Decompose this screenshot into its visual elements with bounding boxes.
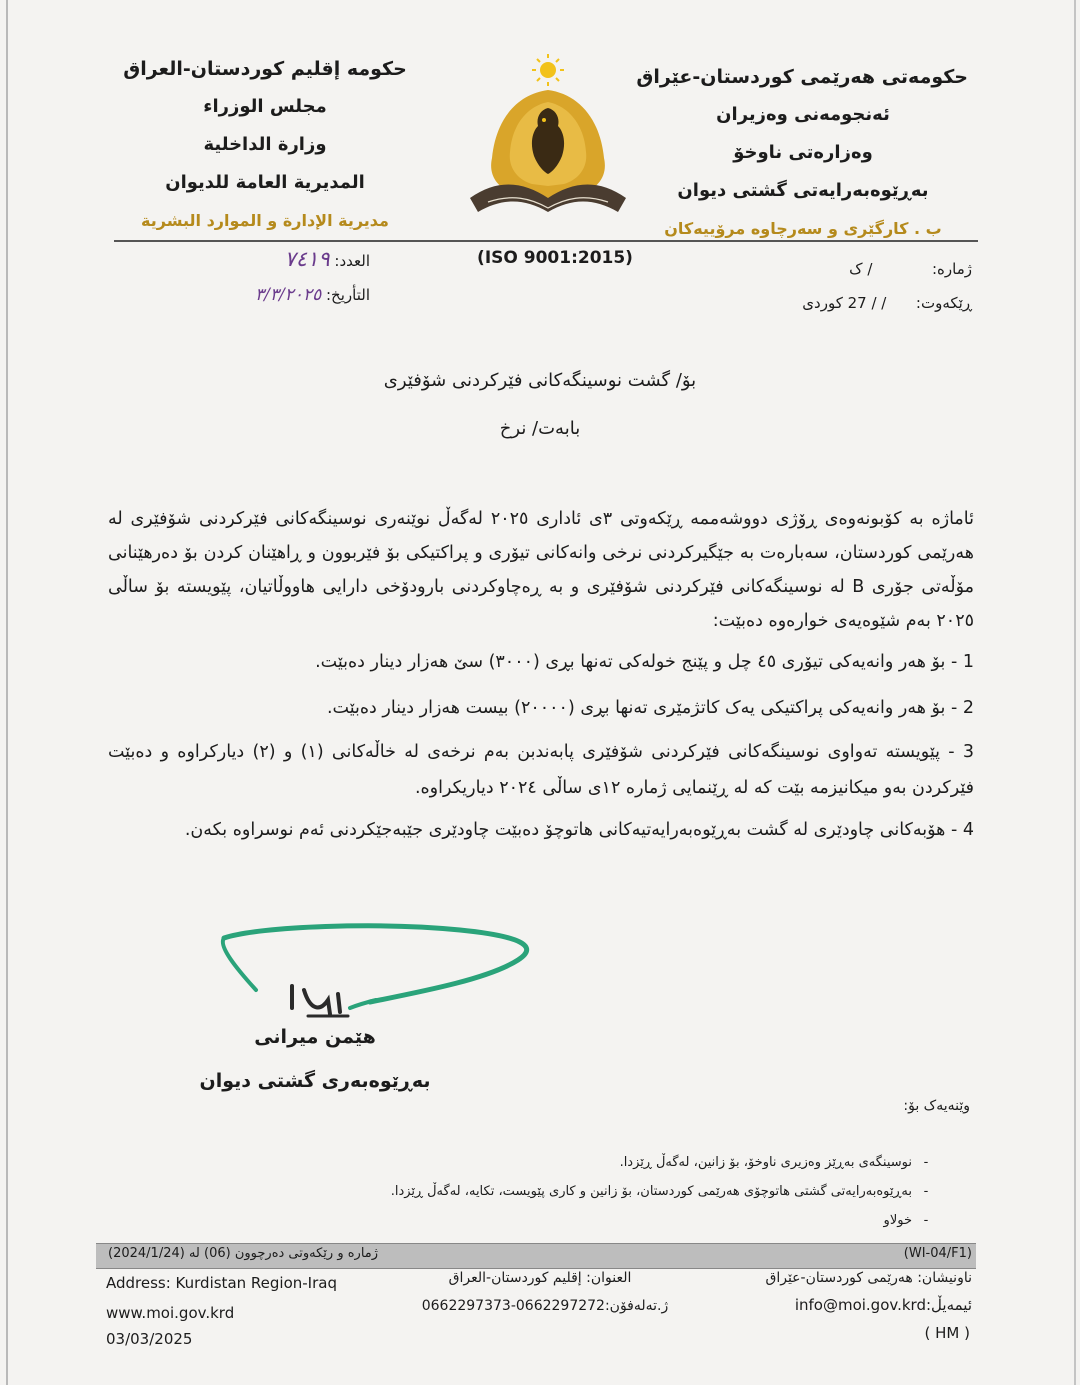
kurdish-department: ب . کارگێری و سەرچاوە مرۆییەکان bbox=[664, 219, 942, 238]
arabic-reference-block bbox=[170, 242, 370, 312]
kurdish-date-value: / / 27 کوردی bbox=[802, 294, 887, 312]
arabic-directorate: المديرية العامة للديوان bbox=[165, 172, 365, 193]
footer-email: ئیمەیڵ:info@moi.gov.krd bbox=[794, 1296, 972, 1314]
kurdish-letterhead bbox=[638, 58, 968, 248]
page-edge-right bbox=[1074, 0, 1076, 1385]
letter-subject: بابەت/ نرخ bbox=[499, 418, 581, 439]
arabic-council: مجلس الوزراء bbox=[203, 96, 327, 117]
letter-body: ئاماژە بە کۆبونەوەی ڕۆژی دووشەممە ڕێکەوتی ٣ی ئاداری ٢٠٢٥ لەگەڵ نوێنەری نوسینگەکانی فێرکردنی شۆفێری لە هەرێمی کوردستان، سەبارەت بە جێگیرکردنی نرخی وانەکانی تیۆری و پراکتیکی بۆ فێربوون و ڕاهێنان کردن بۆ دەرهێنانی مۆڵەتی جۆری B لە نوسینگەکانی فێرکردنی شۆفێری و بە ڕەچاوکردنی بارودۆخی دارایی هاووڵاتیان، پێویستە بۆ ساڵی ٢٠٢٥ بەم شێوەیەی خوارەوە دەبێت: bbox=[108, 509, 974, 631]
list-item: 3 - پێویستە تەواوی نوسینگەکانی فێرکردنی شۆفێری پابەندبن بەم نرخەی لە خاڵەکانی (١) و (٢) دیارکراوە و دەبێت فێرکردن بەو میکانیزمە بێت کە لە ڕێنمایی ژمارە ١٢ی ساڵی ٢٠٢٤ دیاریکراوە. bbox=[108, 742, 974, 798]
signatory-title: بەڕێوەبەری گشتی دیوان bbox=[199, 1070, 431, 1092]
arabic-number-label: العدد: bbox=[334, 252, 370, 270]
list-item: 2 - بۆ هەر وانەیەکی پراکتیکی یەک کاتژمێری تەنها بڕی (٢٠٠٠٠) بیست هەزار دینار دەبێت. bbox=[326, 698, 974, 718]
kurdish-number-row bbox=[752, 252, 972, 286]
footer-address-english: Address: Kurdistan Region-Iraq bbox=[106, 1274, 337, 1292]
page-edge-left bbox=[6, 0, 8, 1385]
form-issue-reference: ژمارە و رێکەوتی دەرچوون (06) لە (2024/1/24) bbox=[108, 1246, 379, 1261]
footer-phone: ژ.تەلەفۆن:0662297272-0662297373 bbox=[421, 1298, 669, 1314]
footer-date: 03/03/2025 bbox=[106, 1330, 193, 1348]
arabic-letterhead bbox=[120, 50, 410, 240]
letter-recipient: بۆ/ گشت نوسینگەکانی فێرکردنی شۆفێری bbox=[383, 370, 697, 391]
kurdish-council: ئەنجومەنی وەزیران bbox=[716, 104, 890, 125]
kurdish-number-value: / ک bbox=[849, 260, 873, 278]
footer-website: www.moi.gov.krd bbox=[106, 1304, 235, 1322]
arabic-number-row bbox=[170, 242, 370, 278]
footer-code-hm: ( HM ) bbox=[924, 1324, 970, 1342]
copies-label: وێنەیەک بۆ: bbox=[903, 1098, 970, 1114]
kurdish-directorate: بەڕێوەبەرایەتی گشتی دیوان bbox=[677, 180, 929, 201]
arabic-gov-name: حكومه إقليم كوردستان-العراق bbox=[123, 58, 407, 80]
arabic-date-value: ٣/٣/٢٠٢٥ bbox=[254, 285, 322, 305]
list-item: - بەڕێوەبەرایەتی گشتی هاتوچۆی هەرێمی کوردستان، بۆ زانین و کاری پێویست، تکایە، لەگەڵ ڕێزدا. bbox=[320, 1177, 940, 1206]
kurdish-ministry: وەزارەتی ناوخۆ bbox=[733, 142, 873, 163]
footer-address-arabic: العنوان: إقليم كوردستان-العراق bbox=[448, 1270, 632, 1286]
signatory-name: هێمن میرانی bbox=[254, 1026, 376, 1048]
copies-list bbox=[320, 1148, 940, 1235]
form-code: (WI-04/F1) bbox=[903, 1246, 972, 1261]
kurdistan-regional-government-emblem-icon bbox=[458, 48, 638, 228]
handwritten-signature-icon bbox=[200, 920, 550, 1030]
kurdish-reference-block bbox=[752, 252, 972, 320]
arabic-date-row bbox=[170, 278, 370, 312]
arabic-ministry: وزارة الداخلية bbox=[203, 134, 327, 155]
arabic-number-value: ٧٤١٩ bbox=[284, 247, 330, 271]
arabic-department: مديرية الإدارة و الموارد البشرية bbox=[141, 211, 389, 230]
kurdish-date-label: ڕێکەوت: bbox=[915, 294, 972, 312]
arabic-date-label: التأريخ: bbox=[326, 286, 370, 304]
list-item: - خولاو bbox=[320, 1206, 940, 1235]
kurdish-gov-name: حکومەتی هەرێمی کوردستان-عێراق bbox=[636, 66, 968, 88]
iso-certification: (ISO 9001:2015) bbox=[477, 248, 633, 268]
footer-address-kurdish: ناونیشان: هەرێمی کوردستان-عێراق bbox=[765, 1270, 972, 1286]
list-item: 4 - هۆبەکانی چاودێری لە گشت بەڕێوەبەرایەتیەکانی هاتوچۆ دەبێت چاودێری جێبەجێکردنی ئەم نوسراوە بکەن. bbox=[184, 820, 974, 840]
kurdish-number-label: ژمارە: bbox=[931, 260, 972, 278]
kurdish-date-row bbox=[752, 286, 972, 320]
list-item: - نوسینگەی بەڕێز وەزیری ناوخۆ، بۆ زانین، لەگەڵ ڕێزدا. bbox=[320, 1148, 940, 1177]
list-item: 1 - بۆ هەر وانەیەکی تیۆری ٤٥ چل و پێنج خولەکی تەنها بڕی (٣٠٠٠) سێ هەزار دینار دەبێت. bbox=[315, 652, 974, 672]
